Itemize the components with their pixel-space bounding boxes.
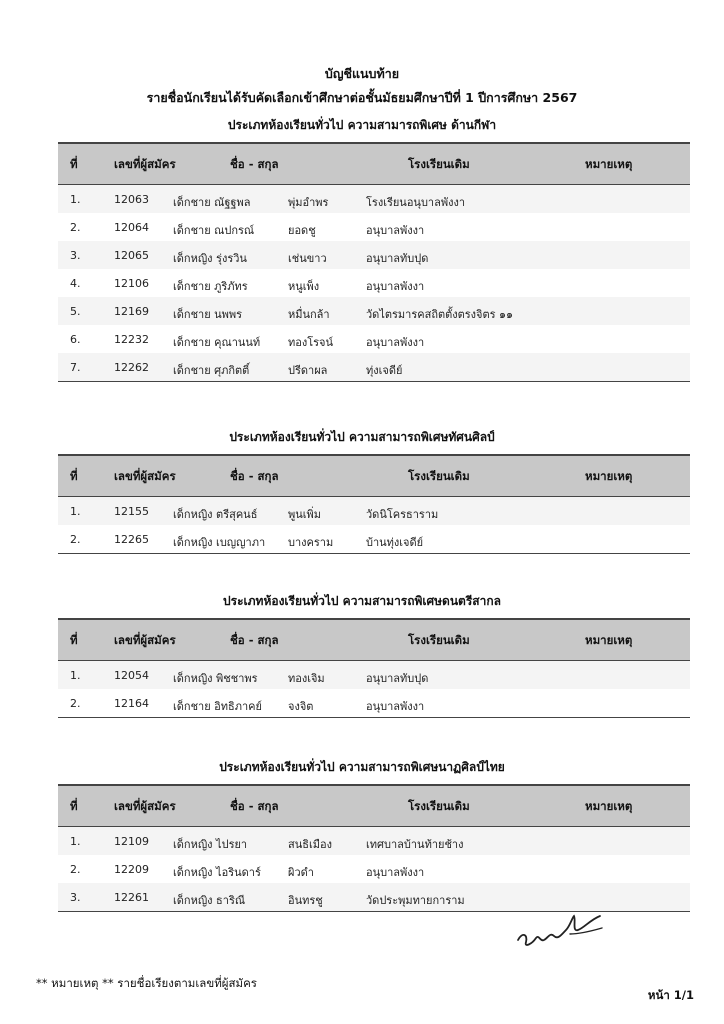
- col-note: หมายเหตุ: [585, 799, 633, 813]
- col-name: ชื่อ - สกุล: [230, 469, 279, 483]
- cell-school: อนุบาลพังงา: [366, 866, 425, 879]
- cell-no: 2.: [70, 697, 81, 710]
- cell-no: 3.: [70, 891, 81, 904]
- table-row: [58, 213, 690, 241]
- cell-applicant-id: 12106: [114, 277, 149, 290]
- cell-first-name: เด็กหญิง พิชชาพร: [173, 672, 258, 685]
- table-body: [58, 661, 690, 718]
- table-header: [58, 784, 690, 827]
- cell-applicant-id: 12164: [114, 697, 149, 710]
- cell-first-name: เด็กหญิง ธาริณี: [173, 894, 246, 907]
- section-title-music: ประเภทห้องเรียนทั่วไป ความสามารถพิเศษดนตรีสากล: [223, 594, 501, 608]
- col-school: โรงเรียนเดิม: [408, 799, 470, 813]
- cell-no: 1.: [70, 193, 81, 206]
- cell-applicant-id: 12265: [114, 533, 149, 546]
- table-header: [58, 454, 690, 497]
- cell-no: 2.: [70, 863, 81, 876]
- cell-school: อนุบาลพังงา: [366, 700, 425, 713]
- cell-last-name: ปรีดาผล: [288, 364, 328, 377]
- cell-last-name: อินทรชู: [288, 894, 323, 907]
- cell-school: โรงเรียนอนุบาลพังงา: [366, 196, 466, 209]
- cell-school: วัดประพุมทายการาม: [366, 894, 465, 907]
- cell-applicant-id: 12209: [114, 863, 149, 876]
- col-applicant-id: เลขที่ผู้สมัคร: [114, 633, 176, 647]
- cell-last-name: พูนเพิ่ม: [288, 508, 322, 521]
- cell-school: เทศบาลบ้านท้ายช้าง: [366, 838, 464, 851]
- cell-first-name: เด็กหญิง รุ่งรวิน: [173, 252, 247, 265]
- cell-applicant-id: 12064: [114, 221, 149, 234]
- table-row: [58, 855, 690, 883]
- col-note: หมายเหตุ: [585, 469, 633, 483]
- cell-applicant-id: 12262: [114, 361, 149, 374]
- col-note: หมายเหตุ: [585, 157, 633, 171]
- section-title-thai-dance: ประเภทห้องเรียนทั่วไป ความสามารถพิเศษนาฏศิลป์ไทย: [219, 760, 505, 774]
- table-row: [58, 297, 690, 325]
- cell-first-name: เด็กหญิง ไอรินดาร์: [173, 866, 261, 879]
- col-note: หมายเหตุ: [585, 633, 633, 647]
- section-title-sports: ประเภทห้องเรียนทั่วไป ความสามารถพิเศษ ด้านกีฬา: [227, 118, 497, 132]
- cell-school: วัดไตรมารคสถิตตั้งตรงจิตร ๑๑: [366, 308, 514, 321]
- table-row: [58, 661, 690, 689]
- col-no: ที่: [70, 633, 78, 647]
- page-number: หน้า 1/1: [647, 988, 694, 1002]
- cell-applicant-id: 12065: [114, 249, 149, 262]
- col-school: โรงเรียนเดิม: [408, 157, 470, 171]
- cell-school: บ้านทุ่งเจดีย์: [366, 536, 424, 549]
- col-applicant-id: เลขที่ผู้สมัคร: [114, 469, 176, 483]
- col-school: โรงเรียนเดิม: [408, 633, 470, 647]
- col-school: โรงเรียนเดิม: [408, 469, 470, 483]
- cell-school: อนุบาลทับปุด: [366, 672, 429, 685]
- cell-applicant-id: 12054: [114, 669, 149, 682]
- cell-first-name: เด็กชาย ศุภกิตติ์: [173, 364, 250, 377]
- cell-no: 5.: [70, 305, 81, 318]
- table-body: [58, 827, 690, 912]
- col-no: ที่: [70, 469, 78, 483]
- cell-school: อนุบาลพังงา: [366, 224, 425, 237]
- cell-applicant-id: 12063: [114, 193, 149, 206]
- cell-last-name: สนธิเมือง: [288, 838, 332, 851]
- cell-first-name: เด็กชาย อิทธิภาคย์: [173, 700, 262, 713]
- table-row: [58, 241, 690, 269]
- cell-last-name: ผิวดำ: [288, 866, 314, 879]
- table-row: [58, 525, 690, 553]
- document-title: บัญชีแนบท้าย: [324, 66, 400, 81]
- table-header: [58, 142, 690, 185]
- section-title-visual-arts: ประเภทห้องเรียนทั่วไป ความสามารถพิเศษทัศนศิลป์: [229, 430, 495, 444]
- table-header: [58, 618, 690, 661]
- table-thai-dance: [58, 784, 690, 912]
- cell-last-name: ทองโรจน์: [288, 336, 334, 349]
- table-row: [58, 269, 690, 297]
- table-body: [58, 185, 690, 382]
- cell-school: ทุ่งเจดีย์: [366, 364, 403, 377]
- table-row: [58, 827, 690, 855]
- table-row: [58, 185, 690, 213]
- cell-no: 2.: [70, 221, 81, 234]
- col-applicant-id: เลขที่ผู้สมัคร: [114, 799, 176, 813]
- cell-last-name: ยอดชู: [288, 224, 316, 237]
- cell-school: อนุบาลทับปุด: [366, 252, 429, 265]
- cell-first-name: เด็กหญิง เบญญาภา: [173, 536, 266, 549]
- cell-last-name: หมื่นกล้า: [288, 308, 330, 321]
- cell-school: อนุบาลพังงา: [366, 280, 425, 293]
- cell-last-name: ทองเจิม: [288, 672, 325, 685]
- cell-last-name: จงจิต: [288, 700, 314, 713]
- col-name: ชื่อ - สกุล: [230, 157, 279, 171]
- cell-school: อนุบาลพังงา: [366, 336, 425, 349]
- cell-first-name: เด็กชาย คุณานนท์: [173, 336, 261, 349]
- cell-applicant-id: 12261: [114, 891, 149, 904]
- table-body: [58, 497, 690, 554]
- cell-applicant-id: 12109: [114, 835, 149, 848]
- table-music: [58, 618, 690, 718]
- cell-no: 1.: [70, 505, 81, 518]
- footer-note: ** หมายเหตุ ** รายชื่อเรียงตามเลขที่ผู้สมัคร: [36, 976, 257, 990]
- cell-no: 2.: [70, 533, 81, 546]
- table-visual-arts: [58, 454, 690, 554]
- cell-last-name: หนูเพ็ง: [288, 280, 320, 293]
- table-sports: [58, 142, 690, 382]
- signature-icon: [512, 904, 612, 952]
- col-no: ที่: [70, 799, 78, 813]
- cell-first-name: เด็กชาย นพพร: [173, 308, 243, 321]
- cell-last-name: เช่นขาว: [288, 252, 327, 265]
- cell-applicant-id: 12232: [114, 333, 149, 346]
- cell-first-name: เด็กชาย ณัฐฐพล: [173, 196, 251, 209]
- cell-applicant-id: 12155: [114, 505, 149, 518]
- cell-no: 6.: [70, 333, 81, 346]
- cell-last-name: พุ่มอำพร: [288, 196, 329, 209]
- table-row: [58, 497, 690, 525]
- col-applicant-id: เลขที่ผู้สมัคร: [114, 157, 176, 171]
- cell-no: 7.: [70, 361, 81, 374]
- cell-no: 1.: [70, 669, 81, 682]
- cell-school: วัดนิโครธาราม: [366, 508, 439, 521]
- cell-no: 4.: [70, 277, 81, 290]
- table-row: [58, 353, 690, 381]
- cell-first-name: เด็กชาย ภูริภัทร: [173, 280, 248, 293]
- cell-first-name: เด็กหญิง ไปรยา: [173, 838, 248, 851]
- table-row: [58, 325, 690, 353]
- cell-first-name: เด็กหญิง ตรีสุคนธ์: [173, 508, 258, 521]
- cell-no: 3.: [70, 249, 81, 262]
- cell-applicant-id: 12169: [114, 305, 149, 318]
- table-row: [58, 689, 690, 717]
- col-name: ชื่อ - สกุล: [230, 633, 279, 647]
- cell-no: 1.: [70, 835, 81, 848]
- document-subtitle: รายชื่อนักเรียนได้รับคัดเลือกเข้าศึกษาต่อชั้นมัธยมศึกษาปีที่ 1 ปีการศึกษา 2567: [146, 90, 578, 105]
- cell-first-name: เด็กชาย ณปกรณ์: [173, 224, 255, 237]
- cell-last-name: บางคราม: [288, 536, 334, 549]
- col-name: ชื่อ - สกุล: [230, 799, 279, 813]
- col-no: ที่: [70, 157, 78, 171]
